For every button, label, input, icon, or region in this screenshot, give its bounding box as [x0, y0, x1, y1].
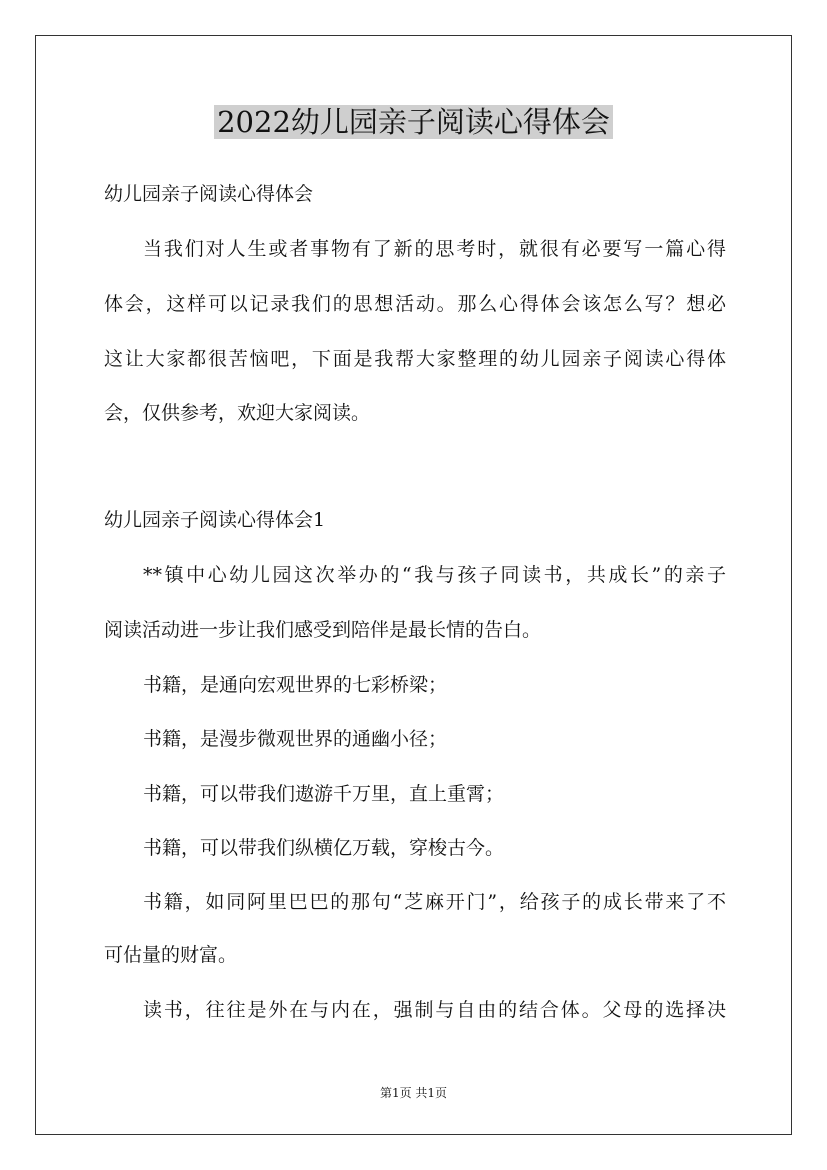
- body-line-5: 书籍，可以带我们遨游千万里，直上重霄；: [143, 783, 505, 805]
- body-line-4: 书籍，是漫步微观世界的通幽小径；: [143, 728, 448, 750]
- essay-heading: 幼儿园亲子阅读心得体会1: [104, 509, 326, 531]
- body-line-3: 书籍，是通向宏观世界的七彩桥梁；: [143, 674, 448, 696]
- intro-line-3: 这让大家都很苦恼吧，下面是我帮大家整理的幼儿园亲子阅读心得体: [104, 348, 726, 370]
- intro-line-2: 体会，这样可以记录我们的思想活动。那么心得体会该怎么写？想必: [104, 293, 726, 315]
- document-title-text: 2022幼儿园亲子阅读心得体会: [214, 105, 613, 139]
- body-line-7: 书籍，如同阿里巴巴的那句“芝麻开门”，给孩子的成长带来了不: [143, 891, 726, 913]
- section-heading: 幼儿园亲子阅读心得体会: [104, 183, 314, 205]
- body-line-1: **镇中心幼儿园这次举办的“我与孩子同读书，共成长”的亲子: [143, 564, 726, 586]
- body-line-6: 书籍，可以带我们纵横亿万载，穿梭古今。: [143, 837, 505, 859]
- page-number-footer: 第1页 共1页: [379, 1086, 448, 1100]
- body-line-8: 可估量的财富。: [104, 944, 238, 966]
- intro-line-4: 会，仅供参考，欢迎大家阅读。: [104, 402, 371, 424]
- document-title: [0, 100, 827, 144]
- intro-line-1: 当我们对人生或者事物有了新的思考时，就很有必要写一篇心得: [143, 238, 726, 260]
- body-line-9: 读书，往往是外在与内在，强制与自由的结合体。父母的选择决: [143, 999, 726, 1021]
- body-line-2: 阅读活动进一步让我们感受到陪伴是最长情的告白。: [104, 619, 542, 641]
